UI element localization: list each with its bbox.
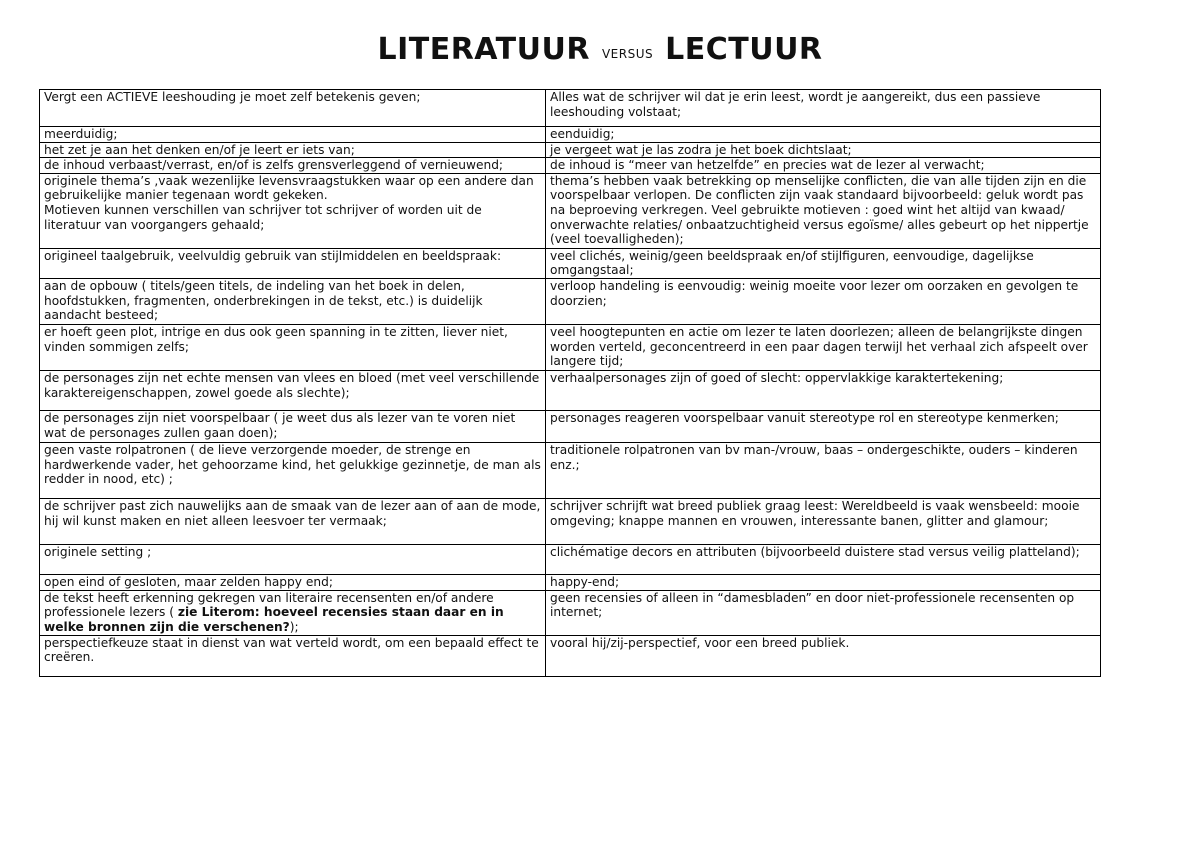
lectuur-cell: je vergeet wat je las zodra je het boek dichtslaat; (546, 142, 1101, 158)
title-literatuur: LITERATUUR (377, 32, 590, 67)
table-row (40, 442, 1101, 498)
table-row (40, 278, 1101, 324)
table-row (40, 574, 1101, 590)
lectuur-cell: geen recensies of alleen in “damesbladen” en door niet-professionele recensenten op internet; (546, 590, 1101, 635)
literatuur-text-end: ); (289, 619, 299, 634)
literatuur-cell: perspectiefkeuze staat in dienst van wat verteld wordt, om een bepaald effect te creëren. (40, 635, 546, 676)
literatuur-cell: origineel taalgebruik, veelvuldig gebruik van stijlmiddelen en beeldspraak: (40, 248, 546, 278)
table-row (40, 324, 1101, 370)
literatuur-cell: originele setting ; (40, 544, 546, 574)
literatuur-cell: geen vaste rolpatronen ( de lieve verzorgende moeder, de strenge en hardwerkende vader, het gehoorzame kind, het gelukkige gezinnetje, de man als redder in nood, etc) ; (40, 442, 546, 498)
table-row (40, 248, 1101, 278)
table-row (40, 158, 1101, 174)
table-row (40, 142, 1101, 158)
lectuur-cell: schrijver schrijft wat breed publiek graag leest: Wereldbeeld is vaak wensbeeld: mooie omgeving; knappe mannen en vrouwen, interessante banen, glitter and glamour; (546, 498, 1101, 544)
literatuur-cell: de personages zijn net echte mensen van vlees en bloed (met veel verschillende karaktereigenschappen, zowel goede als slechte); (40, 370, 546, 410)
lectuur-cell: veel clichés, weinig/geen beeldspraak en/of stijlfiguren, eenvoudige, dagelijkse omgangstaal; (546, 248, 1101, 278)
lectuur-cell: traditionele rolpatronen van bv man-/vrouw, baas – ondergeschikte, ouders – kinderen enz.; (546, 442, 1101, 498)
comparison-table (39, 89, 1101, 677)
table-row (40, 370, 1101, 410)
lectuur-cell: vooral hij/zij-perspectief, voor een breed publiek. (546, 635, 1101, 676)
page-title (0, 30, 1200, 74)
literatuur-cell: de schrijver past zich nauwelijks aan de smaak van de lezer aan of aan de mode, hij wil kunst maken en niet alleen leesvoer ter vermaak; (40, 498, 546, 544)
lectuur-cell: veel hoogtepunten en actie om lezer te laten doorlezen; alleen de belangrijkste dingen worden verteld, geconcentreerd in een paar dagen terwijl het verhaal zich afspeelt over langere tijd; (546, 324, 1101, 370)
table-row (40, 127, 1101, 143)
literatuur-cell: de personages zijn niet voorspelbaar ( je weet dus als lezer van te voren niet wat de personages zullen gaan doen); (40, 410, 546, 442)
table-row (40, 173, 1101, 248)
lectuur-cell: eenduidig; (546, 127, 1101, 143)
literatuur-cell: de inhoud verbaast/verrast, en/of is zelfs grensverleggend of vernieuwend; (40, 158, 546, 174)
literatuur-cell: Vergt een ACTIEVE leeshouding je moet zelf betekenis geven; (40, 90, 546, 127)
lectuur-cell: Alles wat de schrijver wil dat je erin leest, wordt je aangereikt, dus een passieve leeshouding volstaat; (546, 90, 1101, 127)
literatuur-cell: het zet je aan het denken en/of je leert er iets van; (40, 142, 546, 158)
lectuur-cell: clichématige decors en attributen (bijvoorbeeld duistere stad versus veilig platteland); (546, 544, 1101, 574)
lectuur-cell: happy-end; (546, 574, 1101, 590)
literatuur-cell (40, 590, 546, 635)
table-row (40, 410, 1101, 442)
lectuur-cell: personages reageren voorspelbaar vanuit stereotype rol en stereotype kenmerken; (546, 410, 1101, 442)
lectuur-cell: de inhoud is “meer van hetzelfde” en precies wat de lezer al verwacht; (546, 158, 1101, 174)
lectuur-cell: verloop handeling is eenvoudig: weinig moeite voor lezer om oorzaken en gevolgen te doorzien; (546, 278, 1101, 324)
literatuur-cell: open eind of gesloten, maar zelden happy end; (40, 574, 546, 590)
table-row (40, 498, 1101, 544)
lectuur-cell: thema’s hebben vaak betrekking op menselijke conflicten, die van alle tijden zijn en die voorspelbaar verlopen. De conflicten zijn vaak standaard bijvoorbeeld: geluk wordt pas na beproeving verkregen. Veel gebruikte motieven : goed wint het altijd van kwaad/ onverwachte relaties/ onbaatzuchtigheid versus egoïsme/ alles gebeurt op het nippertje (veel toevalligheden); (546, 173, 1101, 248)
literatuur-cell: meerduidig; (40, 127, 546, 143)
literatuur-text: de tekst heeft erkenning gekregen van literaire recensenten en/of andere professionele lezers ( (44, 590, 494, 620)
title-versus: VERSUS (601, 47, 654, 61)
literatuur-cell: originele thema’s ,vaak wezenlijke levensvraagstukken waar op een andere dan gebruikelijke manier tegenaan wordt gekeken. Motieven kunnen verschillen van schrijver tot schrijver of worden uit de literatuur van voorgangers gehaald; (40, 173, 546, 248)
title-lectuur: LECTUUR (665, 32, 823, 67)
table-row (40, 635, 1101, 676)
lectuur-cell: verhaalpersonages zijn of goed of slecht: oppervlakkige karaktertekening; (546, 370, 1101, 410)
table-row (40, 544, 1101, 574)
literatuur-cell: er hoeft geen plot, intrige en dus ook geen spanning in te zitten, liever niet, vinden sommigen zelfs; (40, 324, 546, 370)
table-row (40, 590, 1101, 635)
table-row (40, 90, 1101, 127)
literatuur-cell: aan de opbouw ( titels/geen titels, de indeling van het boek in delen, hoofdstukken, fragmenten, onderbrekingen in de tekst, etc.) is duidelijk aandacht besteed; (40, 278, 546, 324)
literom-bold-note: zie Literom: hoeveel recensies staan daar en in welke bronnen zijn die verschenen? (44, 605, 504, 634)
